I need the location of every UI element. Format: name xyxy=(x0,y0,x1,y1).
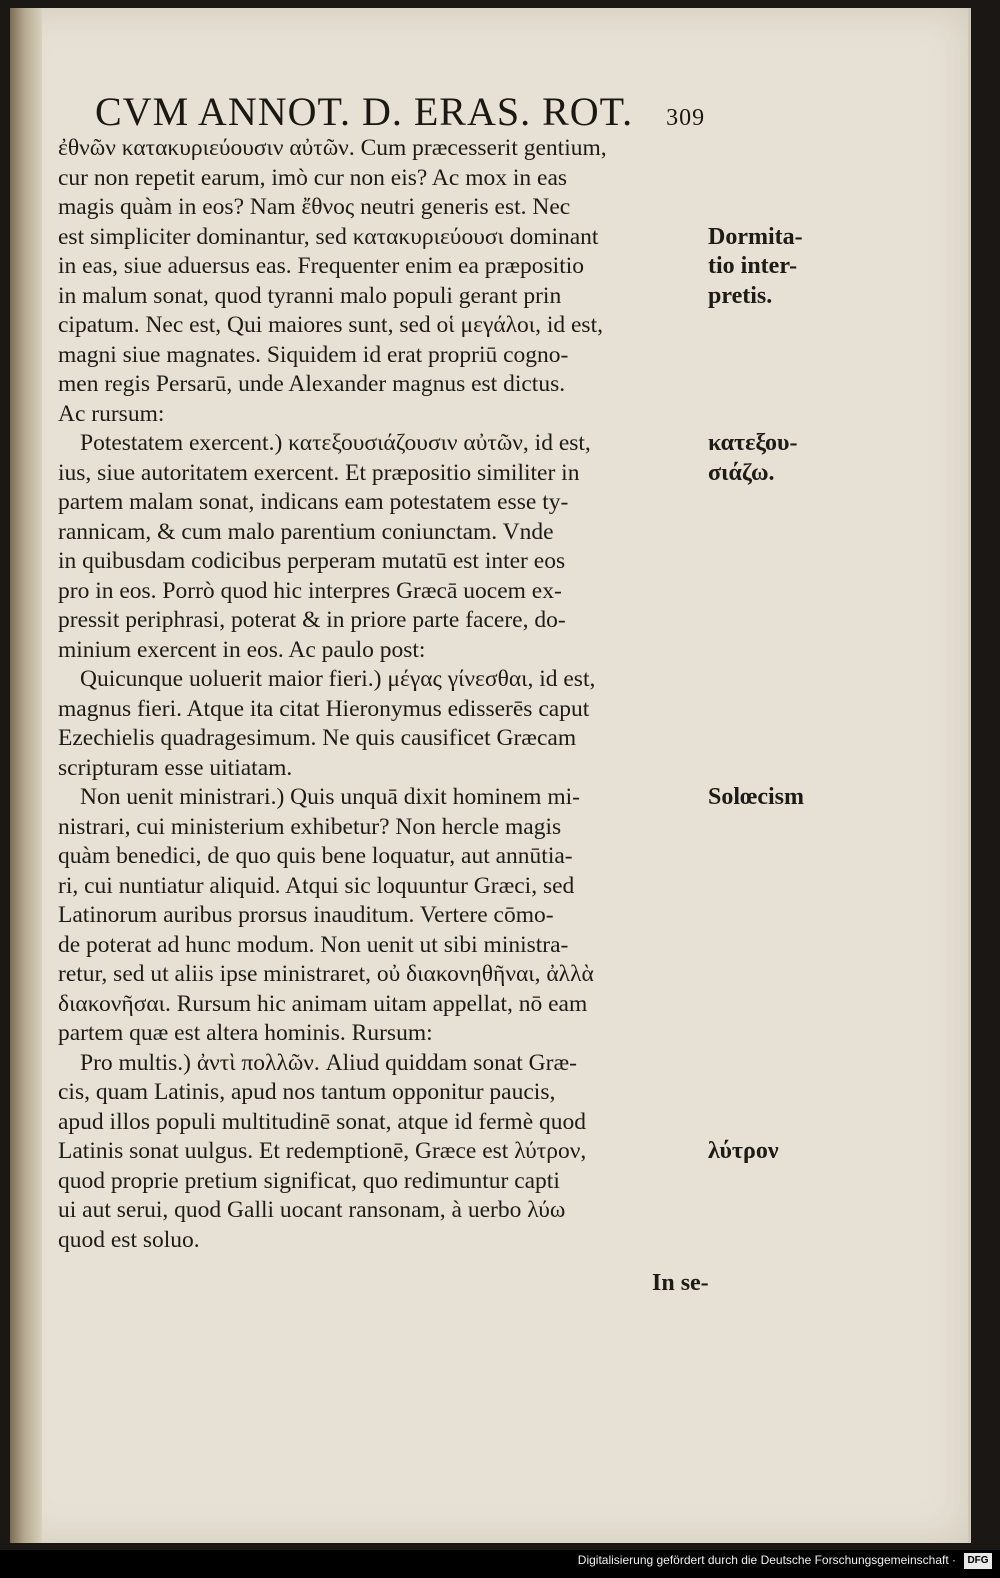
text-line: magnus fieri. Atque ita citat Hieronymus edisserēs caput xyxy=(58,695,590,722)
digitization-credit: Digitalisierung gefördert durch die Deutsche Forschungsgemeinschaft · xyxy=(577,1553,956,1567)
text-line: in eas, siue aduersus eas. Frequenter enim ea præpositio xyxy=(58,253,584,279)
text-line: in malum sonat, quod tyranni malo populi gerant prin xyxy=(58,282,562,309)
catchword: In se- xyxy=(652,1270,709,1296)
text-line: quàm benedici, de quo quis bene loquatur, aut annūtia- xyxy=(58,843,573,869)
text-line: Ac rursum: xyxy=(58,400,165,427)
text-line: in quibusdam codicibus perperam mutatū est inter eos xyxy=(58,548,566,574)
text-line: Potestatem exercent.) κατεξουσιάζουσιν αὐτῶν, id est, xyxy=(80,430,591,456)
text-line: cur non repetit earum, imò cur non eis? Ac mox in eas xyxy=(58,164,568,191)
running-header xyxy=(95,88,705,135)
margin-note: Dormita- xyxy=(708,223,803,250)
text-line: ri, cui nuntiatur aliquid. Atqui sic loquuntur Græci, sed xyxy=(58,872,575,899)
dfg-logo: DFG xyxy=(964,1553,992,1569)
text-line: de poterat ad hunc modum. Non uenit ut sibi ministra- xyxy=(58,931,569,958)
page-number: 309 xyxy=(666,105,706,131)
text-line: Latinorum auribus prorsus inauditum. Vertere cōmo- xyxy=(58,902,554,928)
text-line: pressit periphrasi, poterat & in priore parte facere, do- xyxy=(58,607,566,633)
text-line: quod est soluo. xyxy=(58,1226,200,1253)
text-line: rannicam, & cum malo parentium coniunctam. Vnde xyxy=(58,518,554,545)
text-line: est simpliciter dominantur, sed κατακυριεύουσι dominant xyxy=(58,223,599,250)
text-line: minium exercent in eos. Ac paulo post: xyxy=(58,636,426,663)
text-line: quod proprie pretium significat, quo redimuntur capti xyxy=(58,1167,560,1194)
text-line: pro in eos. Porrò quod hic interpres Græcā uocem ex- xyxy=(58,577,562,604)
text-line: nistrari, cui ministerium exhibetur? Non hercle magis xyxy=(58,813,562,840)
text-line: cipatum. Nec est, Qui maiores sunt, sed οἱ μεγάλοι, id est, xyxy=(58,312,603,338)
text-line: scripturam esse uitiatam. xyxy=(58,754,293,781)
text-line: cis, quam Latinis, apud nos tantum opponitur paucis, xyxy=(58,1079,556,1105)
text-line: Ezechielis quadragesimum. Ne quis causificet Græcam xyxy=(58,725,577,751)
margin-note: pretis. xyxy=(708,282,773,309)
margin-note: κατεξου- xyxy=(708,430,798,456)
text-line: partem quæ est altera hominis. Rursum: xyxy=(58,1020,433,1046)
text-line: magis quàm in eos? Nam ἔθνος neutri generis est. Nec xyxy=(58,194,571,220)
text-line: ui aut serui, quod Galli uocant ransonam, à uerbo λύω xyxy=(58,1197,566,1223)
page-spine-shadow xyxy=(10,8,42,1543)
text-line: Quicunque uoluerit maior fieri.) μέγας γίνεσθαι, id est, xyxy=(80,666,596,692)
text-line: Pro multis.) ἀντὶ πολλῶν. Aliud quiddam sonat Græ- xyxy=(80,1049,577,1076)
margin-note: λύτρον xyxy=(708,1138,779,1164)
margin-note: σιάζω. xyxy=(708,459,775,486)
text-line: partem malam sonat, indicans eam potestatem esse ty- xyxy=(58,489,569,515)
text-line: retur, sed ut aliis ipse ministraret, οὐ διακονηθῆναι, ἀλλὰ xyxy=(58,961,594,987)
text-line: Latinis sonat uulgus. Et redemptionē, Græce est λύτρον, xyxy=(58,1138,587,1164)
text-line: Non uenit ministrari.) Quis unquā dixit hominem mi- xyxy=(80,784,580,810)
text-line: ἐθνῶν κατακυριεύουσιν αὐτῶν. Cum præcesserit gentium, xyxy=(58,135,607,161)
margin-note: tio inter- xyxy=(708,253,798,279)
text-line: ius, siue autoritatem exercent. Et præpositio similiter in xyxy=(58,459,580,486)
running-title: CVM ANNOT. D. ERAS. ROT. xyxy=(95,89,634,134)
main-text-block xyxy=(58,134,710,1255)
text-line: men regis Persarū, unde Alexander magnus est dictus. xyxy=(58,371,566,397)
text-line: διακονῆσαι. Rursum hic animam uitam appellat, nō eam xyxy=(58,990,588,1017)
margin-note: Solœcism xyxy=(708,784,804,810)
text-line: magni siue magnates. Siquidem id erat propriū cogno- xyxy=(58,341,569,368)
text-line: apud illos populi multitudinē sonat, atque id fermè quod xyxy=(58,1108,587,1135)
